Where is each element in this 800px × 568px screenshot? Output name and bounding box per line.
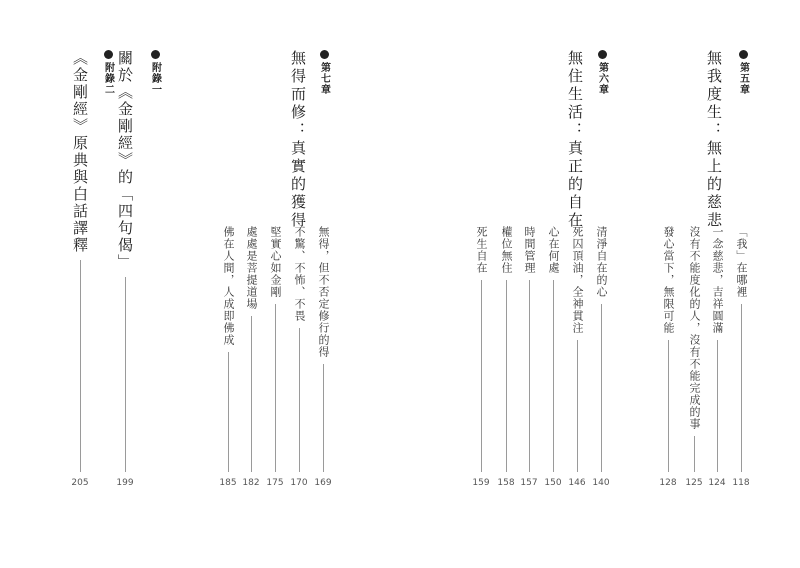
chapter-7-heading [311,50,337,95]
chapter-5-heading [730,50,756,95]
chapter-label: 第五章 [737,62,749,95]
leader-line [506,280,507,472]
toc-entry[interactable] [570,226,584,488]
bullet-dot-icon [104,50,113,59]
bullet-dot-icon [739,50,748,59]
toc-entry[interactable] [268,226,282,488]
appendix-label: 附錄二 [102,62,114,95]
entry-title: 死囚頂油，全神貫注 [571,226,584,334]
toc-entry[interactable] [499,226,513,488]
appendix-entry[interactable] [116,50,134,488]
leader-line [275,304,276,472]
leader-line [251,316,252,472]
leader-line [601,304,602,472]
page-number: 118 [732,478,750,488]
entry-title: 堅實心如金剛 [269,226,282,298]
page-number: 159 [472,478,490,488]
entry-title: 死生自在 [475,226,488,274]
leader-line [553,280,554,472]
toc-entry[interactable] [687,226,701,488]
toc-entry[interactable] [221,226,235,488]
entry-title: 不驚、不怖、不畏 [293,226,306,322]
page-number: 150 [544,478,562,488]
entry-title: 無得，但不否定修行的得 [317,226,330,358]
leader-line [481,280,482,472]
entry-title: 佛在人間，人成即佛成 [222,226,235,346]
page-number: 182 [242,478,260,488]
leader-line [125,277,126,472]
toc-entry[interactable] [474,226,488,488]
bullet-dot-icon [320,50,329,59]
page-number: 125 [685,478,703,488]
page-number: 185 [219,478,237,488]
page-number: 169 [314,478,332,488]
page-number: 199 [116,478,134,488]
appendix-title: 關於《金剛經》的「四句偈」 [116,50,134,271]
leader-line [668,340,669,472]
page-number: 128 [659,478,677,488]
entry-title: 心在何處 [547,226,560,274]
page-number: 146 [568,478,586,488]
entry-title: 權位無住 [500,226,513,274]
toc-entry[interactable] [594,226,608,488]
appendix-1-heading [142,50,168,95]
toc-entry[interactable] [316,226,330,488]
entry-title: 沒有不能度化的人，沒有不能完成的事 [688,226,701,430]
page-number: 175 [266,478,284,488]
chapter-6-heading [589,50,615,95]
entry-title: 時間管理 [523,226,536,274]
entry-title: 「我」在哪裡 [735,226,748,298]
bullet-dot-icon [151,50,160,59]
page-number: 140 [592,478,610,488]
appendix-2-heading [95,50,121,95]
chapter-title: 無我度生：無上的慈悲 [705,50,723,230]
toc-entry[interactable] [734,226,748,488]
chapter-label: 第七章 [318,62,330,95]
entry-title: 發心當下，無限可能 [662,226,675,334]
leader-line [741,304,742,472]
chapter-title: 無得而修：真實的獲得 [289,50,307,230]
leader-line [323,364,324,472]
appendix-title: 《金剛經》原典與白話譯釋 [71,50,89,254]
appendix-label: 附錄一 [149,62,161,95]
entry-title: 處處是菩提道場 [245,226,258,310]
appendix-entry[interactable] [71,50,89,488]
leader-line [80,260,81,472]
toc-entry[interactable] [710,226,724,488]
page-number: 157 [520,478,538,488]
chapter-label: 第六章 [596,62,608,95]
page-number: 170 [290,478,308,488]
leader-line [577,340,578,472]
toc-entry[interactable] [522,226,536,488]
toc-entry[interactable] [661,226,675,488]
leader-line [299,328,300,472]
entry-title: 一念慈悲，吉祥圓滿 [711,226,724,334]
bullet-dot-icon [598,50,607,59]
page-number: 124 [708,478,726,488]
toc-entry[interactable] [292,226,306,488]
toc-entry[interactable] [546,226,560,488]
leader-line [694,436,695,472]
leader-line [529,280,530,472]
leader-line [717,340,718,472]
entry-title: 清淨自在的心 [595,226,608,298]
toc-entry[interactable] [244,226,258,488]
leader-line [228,352,229,472]
chapter-title: 無住生活：真正的自在 [566,50,584,230]
page-number: 205 [71,478,89,488]
page-number: 158 [497,478,515,488]
